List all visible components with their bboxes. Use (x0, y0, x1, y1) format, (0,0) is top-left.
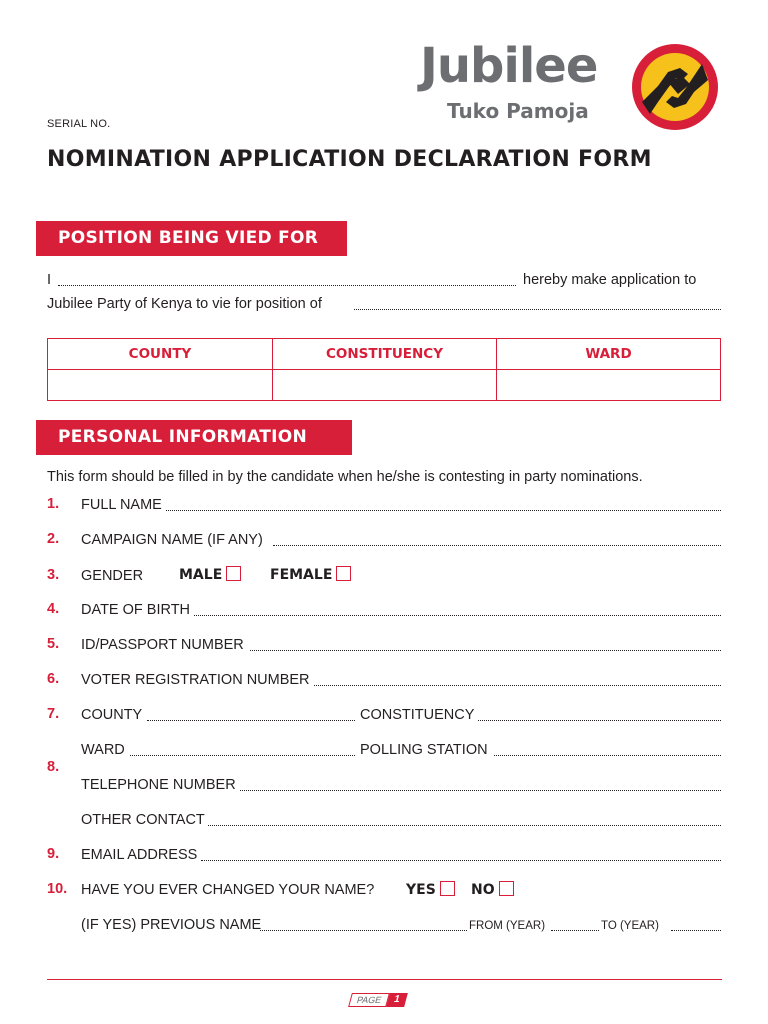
item-number: 3. (47, 567, 60, 583)
item-number: 10. (47, 881, 68, 897)
item-number: 2. (47, 531, 60, 547)
from-year-field[interactable] (551, 930, 599, 931)
male-label: MALE (179, 567, 223, 583)
applicant-prefix: I (47, 272, 52, 288)
ward-cell[interactable] (497, 370, 721, 401)
constituency-cell[interactable] (273, 370, 497, 401)
constituency-column-header: CONSTITUENCY (273, 339, 497, 370)
item-number: 5. (47, 636, 60, 652)
page-indicator (350, 993, 406, 1007)
yes-checkbox[interactable] (440, 881, 455, 896)
position-field[interactable] (354, 309, 721, 310)
campaign-name-label: CAMPAIGN NAME (IF ANY) (81, 532, 263, 548)
female-label: FEMALE (270, 567, 333, 583)
constituency-field[interactable] (478, 720, 721, 721)
telephone-field[interactable] (240, 790, 721, 791)
county-cell[interactable] (48, 370, 273, 401)
county-field[interactable] (147, 720, 355, 721)
position-table (47, 338, 721, 401)
constituency-label: CONSTITUENCY (360, 707, 475, 723)
dob-label: DATE OF BIRTH (81, 602, 191, 618)
county-label: COUNTY (81, 707, 143, 723)
footer-divider (47, 979, 722, 980)
to-year-label: TO (YEAR) (601, 920, 659, 932)
personal-intro-text: This form should be filled in by the candidate when he/she is contesting in party nominations. (47, 469, 643, 485)
county-column-header: COUNTY (48, 339, 273, 370)
gender-label: GENDER (81, 568, 144, 584)
id-passport-label: ID/PASSPORT NUMBER (81, 637, 244, 653)
from-year-label: FROM (YEAR) (469, 920, 546, 932)
application-statement: hereby make application to (523, 272, 697, 288)
personal-section-heading: PERSONAL INFORMATION (36, 420, 352, 455)
item-number: 7. (47, 706, 60, 722)
email-label: EMAIL ADDRESS (81, 847, 198, 863)
male-option (179, 566, 241, 584)
ward-label: WARD (81, 742, 125, 758)
polling-station-field[interactable] (494, 755, 721, 756)
other-contact-label: OTHER CONTACT (81, 812, 205, 828)
full-name-field[interactable] (166, 510, 721, 511)
yes-label: YES (406, 882, 436, 898)
form-title: NOMINATION APPLICATION DECLARATION FORM (47, 147, 652, 172)
other-contact-field[interactable] (208, 825, 721, 826)
full-name-label: FULL NAME (81, 497, 162, 513)
yes-option (406, 881, 455, 899)
no-label: NO (471, 882, 495, 898)
voter-registration-field[interactable] (314, 685, 721, 686)
dob-field[interactable] (194, 615, 721, 616)
id-passport-field[interactable] (250, 650, 721, 651)
previous-name-field[interactable] (260, 930, 467, 931)
telephone-label: TELEPHONE NUMBER (81, 777, 236, 793)
page-label: PAGE (348, 993, 390, 1007)
ward-field[interactable] (130, 755, 355, 756)
position-statement: Jubilee Party of Kenya to vie for position of (47, 296, 322, 312)
page-number: 1 (386, 993, 407, 1007)
previous-name-label: (IF YES) PREVIOUS NAME (81, 917, 262, 933)
item-number: 9. (47, 846, 60, 862)
item-number: 6. (47, 671, 60, 687)
no-checkbox[interactable] (499, 881, 514, 896)
item-number: 4. (47, 601, 60, 617)
brand-name: Jubilee (420, 38, 598, 94)
name-changed-label: HAVE YOU EVER CHANGED YOUR NAME? (81, 882, 375, 898)
brand-tagline: Tuko Pamoja (447, 99, 589, 123)
campaign-name-field[interactable] (273, 545, 721, 546)
email-field[interactable] (201, 860, 721, 861)
applicant-name-field[interactable] (58, 285, 516, 286)
no-option (471, 881, 514, 899)
male-checkbox[interactable] (226, 566, 241, 581)
item-number: 1. (47, 496, 60, 512)
female-option (270, 566, 351, 584)
to-year-field[interactable] (671, 930, 721, 931)
ward-column-header: WARD (497, 339, 721, 370)
voter-registration-label: VOTER REGISTRATION NUMBER (81, 672, 310, 688)
handshake-logo-icon (628, 42, 722, 132)
female-checkbox[interactable] (336, 566, 351, 581)
item-number: 8. (47, 759, 60, 775)
serial-number-label: SERIAL NO. (47, 118, 111, 130)
polling-station-label: POLLING STATION (360, 742, 488, 758)
position-section-heading: POSITION BEING VIED FOR (36, 221, 347, 256)
